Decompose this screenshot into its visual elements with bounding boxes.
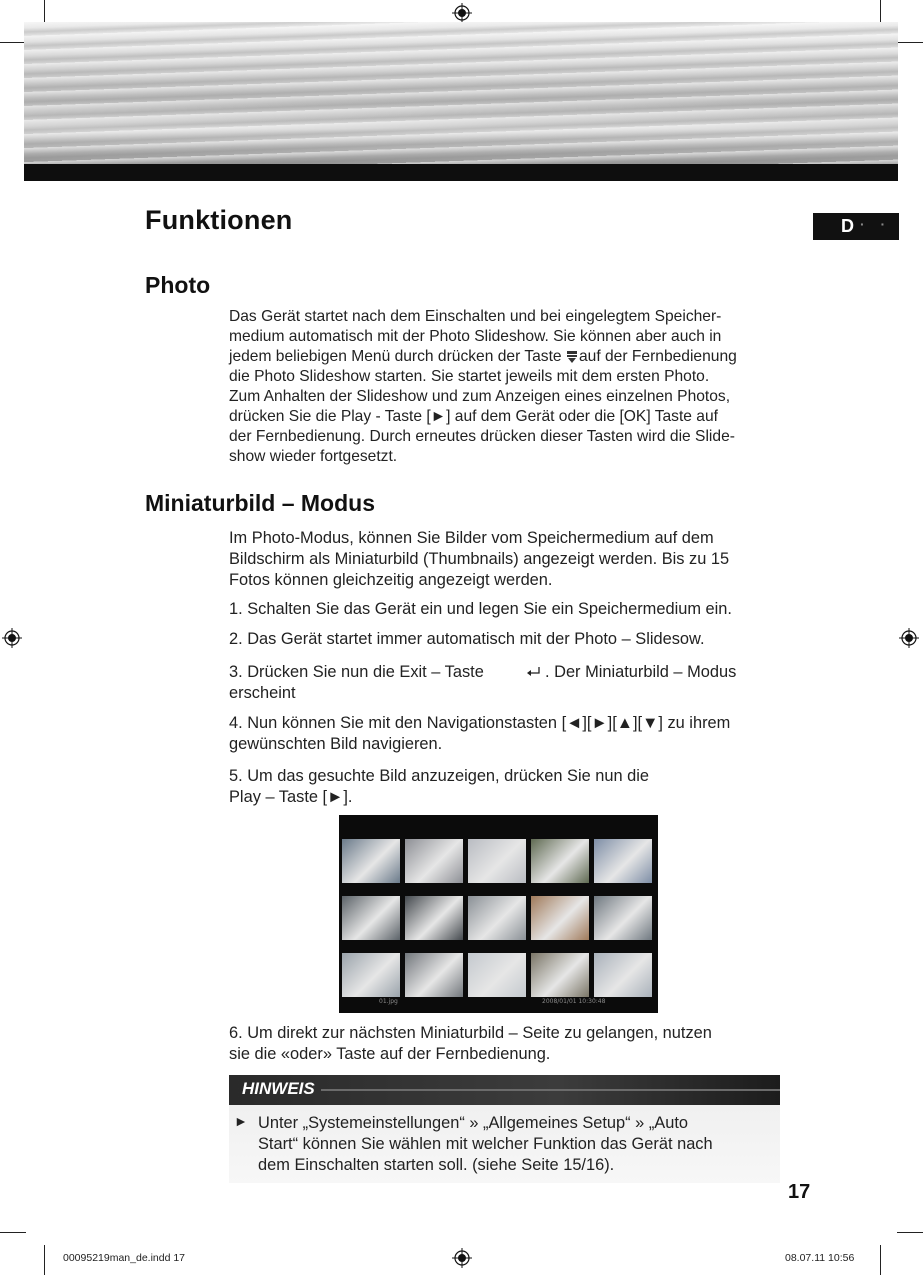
language-tab-dots: · · <box>860 216 892 232</box>
note-header <box>229 1075 780 1105</box>
step-6-line-2: sie die «oder» Taste auf der Fernbedienung. <box>229 1045 551 1063</box>
thumbnail-image[interactable] <box>594 896 652 940</box>
note-line-1: Unter „Systemeinstellungen“ » „Allgemeines Setup“ » „Auto <box>258 1114 689 1132</box>
thumbnail-image[interactable] <box>531 953 589 997</box>
photo-line-7: der Fernbedienung. Durch erneutes drücken dieser Tasten wird die Slide- <box>229 428 735 445</box>
thumbnail-image[interactable] <box>342 839 400 883</box>
step-5-line-1: 5. Um das gesuchte Bild anzuzeigen, drücken Sie nun die <box>229 767 650 785</box>
thumbnail-image[interactable] <box>405 953 463 997</box>
thumbnail-image[interactable] <box>468 953 526 997</box>
thumbnail-image[interactable] <box>531 896 589 940</box>
thumbnail-image[interactable] <box>594 839 652 883</box>
photo-line-5: Zum Anhalten der Slideshow und zum Anzeigen eines einzelnen Photos, <box>229 388 731 405</box>
crop-mark-top-left-h <box>0 42 26 43</box>
registration-mark-icon <box>2 628 22 648</box>
language-tab-letter: D <box>841 216 854 236</box>
photo-line-1: Das Gerät startet nach dem Einschalten und bei eingelegtem Speicher- <box>229 308 722 325</box>
section-heading-photo: Photo <box>145 272 211 298</box>
photo-line-4: die Photo Slideshow starten. Sie startet jeweils mit dem ersten Photo. <box>229 368 710 385</box>
step-5-line-2: Play – Taste [►]. <box>229 788 353 806</box>
photo-line-6: drücken Sie die Play - Taste [►] auf dem Gerät oder die [OK] Taste auf <box>229 408 718 425</box>
step-3-line-2: erscheint <box>229 684 296 702</box>
step-6-line-1: 6. Um direkt zur nächsten Miniaturbild – Seite zu gelangen, nutzen <box>229 1024 712 1042</box>
note-label: HINWEIS <box>242 1079 315 1098</box>
footer-file-info: 00095219man_de.indd 17 <box>63 1252 186 1264</box>
step-2: 2. Das Gerät startet immer automatisch mit der Photo – Slidesow. <box>229 630 705 648</box>
photo-line-2: medium automatisch mit der Photo Slideshow. Sie können aber auch in <box>229 328 722 345</box>
registration-mark-icon <box>452 3 472 23</box>
language-tab <box>813 213 899 240</box>
note-header-rule <box>321 1089 780 1091</box>
step-3-line-1b: . Der Miniaturbild – Modus <box>545 663 737 681</box>
step-4-line-1: 4. Nun können Sie mit den Navigationstasten [◄][►][▲][▼] zu ihrem <box>229 714 731 732</box>
thumbnail-image[interactable] <box>405 896 463 940</box>
step-4-line-2: gewünschten Bild navigieren. <box>229 735 443 753</box>
step-1: 1. Schalten Sie das Gerät ein und legen Sie ein Speichermedium ein. <box>229 600 732 618</box>
thumbnail-filename: 01.jpg <box>379 998 398 1005</box>
crop-mark-bottom-right-h <box>897 1232 923 1233</box>
thumbnail-screenshot <box>339 815 658 1013</box>
registration-mark-icon <box>452 1248 472 1268</box>
page-title: Funktionen <box>145 205 293 235</box>
slideshow-key-icon <box>567 351 577 363</box>
crop-mark-top-right-h <box>897 42 923 43</box>
photo-line-8: show wieder fortgesetzt. <box>229 448 398 465</box>
crop-mark-bottom-right-v <box>880 1245 881 1275</box>
page-number: 17 <box>788 1181 811 1203</box>
note-line-2: Start“ können Sie wählen mit welcher Funktion das Gerät nach <box>258 1135 713 1153</box>
thumbnail-image[interactable] <box>531 839 589 883</box>
header-banner-bar <box>24 164 898 181</box>
photo-line-3b: auf der Fernbedienung <box>579 348 737 365</box>
thumbnail-image[interactable] <box>468 896 526 940</box>
header-banner <box>24 22 898 164</box>
note-line-3: dem Einschalten starten soll. (siehe Seite 15/16). <box>258 1156 615 1174</box>
footer-date: 08.07.11 10:56 <box>785 1252 855 1264</box>
crop-mark-bottom-left-v <box>44 1245 45 1275</box>
thumbnail-image[interactable] <box>405 839 463 883</box>
thumbnail-image[interactable] <box>342 953 400 997</box>
thumbnail-intro-line-2: Bildschirm als Miniaturbild (Thumbnails) angezeigt werden. Bis zu 15 <box>229 550 730 568</box>
thumbnail-image[interactable] <box>342 896 400 940</box>
step-3-line-1a: 3. Drücken Sie nun die Exit – Taste <box>229 663 484 681</box>
thumbnail-intro-line-3: Fotos können gleichzeitig angezeigt werden. <box>229 571 553 589</box>
photo-line-3: jedem beliebigen Menü durch drücken der Taste <box>229 348 562 365</box>
thumbnail-datetime: 2008/01/01 10:30:48 <box>542 998 606 1005</box>
crop-mark-bottom-left-h <box>0 1232 26 1233</box>
exit-key-icon <box>527 666 541 678</box>
thumbnail-image[interactable] <box>468 839 526 883</box>
section-heading-thumbnail: Miniaturbild – Modus <box>145 490 375 516</box>
registration-mark-icon <box>899 628 919 648</box>
note-bullet-icon: ► <box>234 1113 248 1129</box>
thumbnail-image[interactable] <box>594 953 652 997</box>
thumbnail-intro-line-1: Im Photo-Modus, können Sie Bilder vom Speichermedium auf dem <box>229 529 714 547</box>
